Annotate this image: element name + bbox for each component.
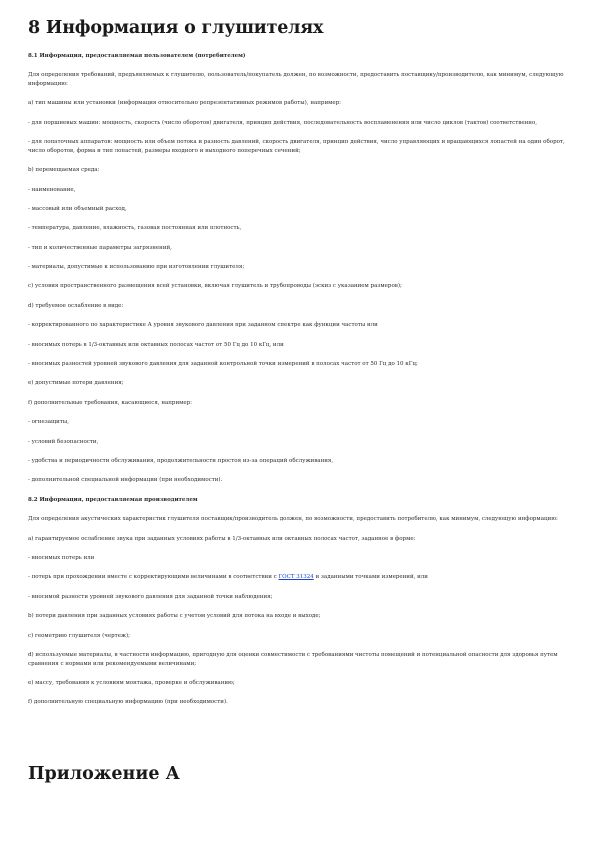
list-item: - материалы, допустимые к использованию при изготовлении глушителя; bbox=[28, 264, 245, 271]
list-item: b) перемещаемая среда: bbox=[28, 167, 100, 174]
list-item: - вносимых потерь в 1/3-октавных или октавных полосах частот от 50 Гц до 10 кГц, или bbox=[28, 341, 284, 348]
subsection-heading-8-2: 8.2 Информация, предоставляемая производителем bbox=[28, 496, 198, 503]
appendix-title: Приложение А bbox=[28, 764, 180, 784]
list-item: а) гарантируемое ослабление звука при заданных условиях работы в 1/3-октавных или октавных полосах частот, заданное в форме: bbox=[28, 535, 416, 542]
list-item: f) дополнительную специальную информацию (при необходимости). bbox=[28, 699, 228, 706]
list-item: - вносимой разности уровней звукового давления для заданной точки наблюдения; bbox=[28, 593, 273, 600]
list-item: - условий безопасности, bbox=[28, 438, 99, 445]
list-item: - для лопаточных аппаратов: мощность или объем потока и разность давлений, скорость двигателя, принцип действия, число управляющих и вращающихся лопастей на один оборот, число оборотов, форма и тип лопастей, размеры входного и выходного поперечных сечений; bbox=[28, 139, 565, 154]
list-item: - корректированного по характеристике А уровня звукового давления при заданном спектре как функции частоты или bbox=[28, 322, 378, 329]
paragraph: Для определения требований, предъявляемых к глушителю, пользователь/покупатель должен, по возможности, предоставить поставщику/производителю, как минимум, следующую информацию: bbox=[28, 72, 564, 87]
list-item bbox=[28, 573, 568, 582]
list-item: - удобства и периодичности обслуживания, продолжительности простоя из-за операций обслуживания, bbox=[28, 458, 334, 464]
list-item-text: - потерь при прохождении вместе с корректирующими величинами в соответствии с bbox=[28, 574, 279, 581]
list-item: f) дополнительные требования, касающиеся, например: bbox=[28, 399, 193, 406]
list-item: d) используемые материалы, в частности информацию, пригодную для оценки совместимости с требованиями чистоты помещений и потенциальной опасности для здоровья путем сравнения с нормами или рекомендуемыми величинами; bbox=[28, 651, 558, 667]
gost-31324-link[interactable]: ГОСТ 31324 bbox=[278, 574, 314, 581]
list-item: - дополнительной специальной информации (при необходимости). bbox=[28, 477, 223, 484]
list-item: - тип и количественные параметры загрязнений, bbox=[28, 244, 172, 251]
list-item: - для поршневых машин: мощность, скорость (число оборотов) двигателя, принцип действия, последовательность воспламенения или число циклов (тактов) соответственно, bbox=[28, 119, 538, 126]
list-item: b) потери давления при заданных условиях работы с учетом условий для потока на входе и выходе; bbox=[28, 613, 321, 620]
list-item: e) массу, требования к условиям монтажа, проверке и обслуживанию; bbox=[28, 679, 235, 686]
list-item: c) условия пространственного размещения всей установки, включая глушитель и трубопроводы (эскиз с указанием размеров); bbox=[28, 283, 402, 290]
subsection-heading-8-1: 8.1 Информация, предоставляемая пользователем (потребителем) bbox=[28, 53, 246, 59]
list-item: а) тип машины или установки (информация относительно репрезентативных режимов работы), например: bbox=[28, 100, 342, 107]
list-item: - температура, давление, влажность, газовая постоянная или плотность, bbox=[28, 225, 242, 232]
list-item: e) допустимые потери давления; bbox=[28, 380, 124, 387]
list-item: - наименование, bbox=[28, 186, 76, 193]
list-item: - вносимых разностей уровней звукового давления для заданной контрольной точки измерений в полосах частот от 50 Гц до 10 кГц; bbox=[28, 361, 418, 368]
list-item: - вносимых потерь или bbox=[28, 554, 95, 561]
list-item: - массовый или объемный расход, bbox=[28, 205, 127, 212]
section-title: 8 Информация о глушителях bbox=[28, 18, 324, 38]
paragraph: Для определения акустических характеристик глушителя поставщик/производитель должен, по возможности, предоставить потребителю, как минимум, следующую информацию: bbox=[28, 516, 558, 523]
section-body bbox=[28, 52, 568, 718]
list-item: - огнезащиты, bbox=[28, 419, 69, 426]
list-item: c) геометрию глушителя (чертеж); bbox=[28, 632, 131, 639]
list-item-text: и заданными точками измерений, или bbox=[313, 574, 428, 581]
list-item: d) требуемое ослабление в виде: bbox=[28, 302, 124, 309]
